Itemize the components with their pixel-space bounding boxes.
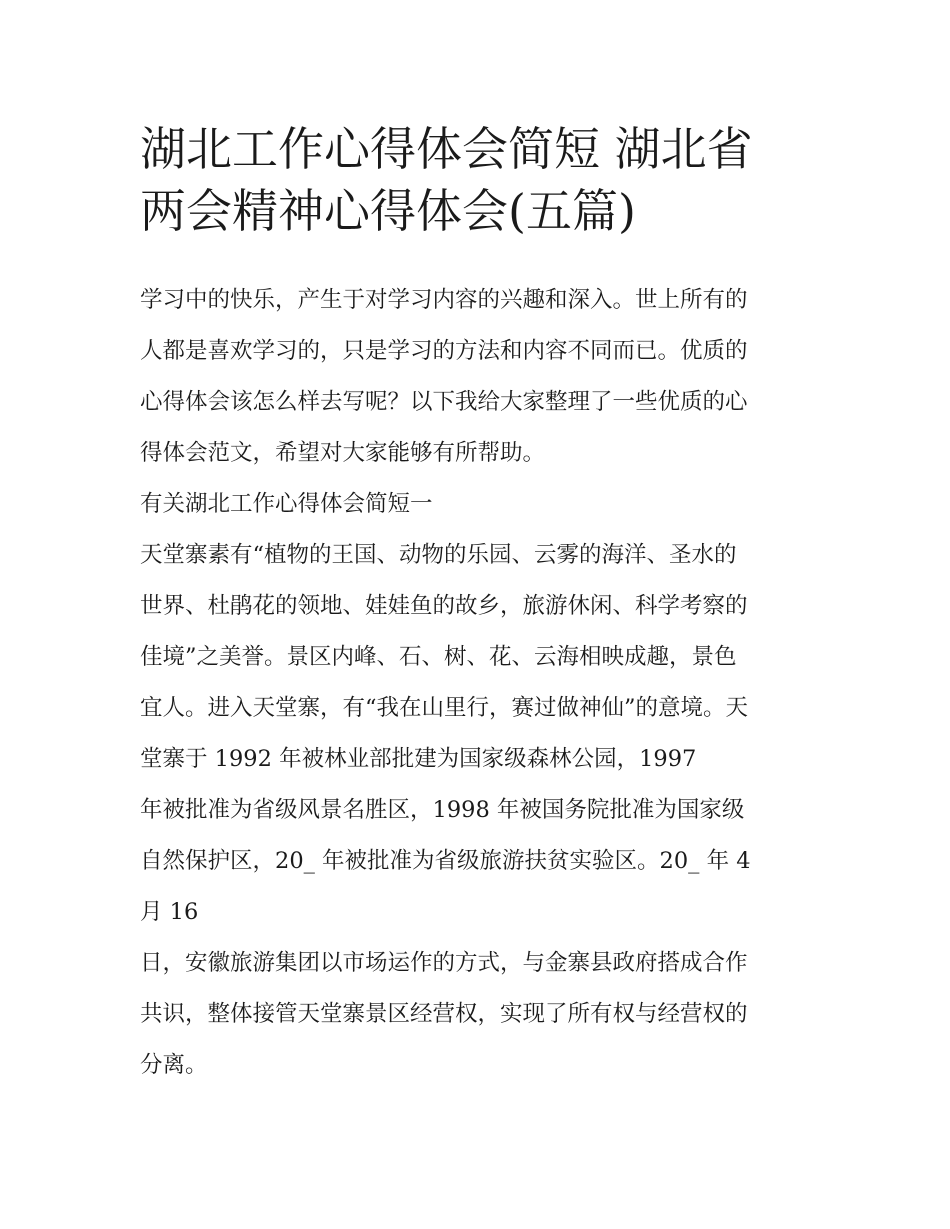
paragraph-line: 年被批准为省级风景名胜区，1998 年被国务院批准为国家级 bbox=[140, 797, 745, 823]
section-heading: 有关湖北工作心得体会简短一 bbox=[140, 491, 433, 517]
document-body bbox=[140, 280, 820, 1096]
paragraph-line: 宜人。进入天堂寨，有“我在山里行，赛过做神仙”的意境。天 bbox=[140, 695, 749, 721]
paragraph-line: 堂寨于 1992 年被林业部批建为国家级森林公园，1997 bbox=[140, 746, 697, 772]
paragraph-line: 日，安徽旅游集团以市场运作的方式，与金寨县政府搭成合作 bbox=[140, 950, 748, 976]
title-line-2: 两会精神心得体会(五篇) bbox=[140, 184, 636, 238]
paragraph-line: 自然保护区，20_ 年被批准为省级旅游扶贫实验区。20_ 年 4 bbox=[140, 848, 751, 874]
paragraph-line: 分离。 bbox=[140, 1052, 208, 1078]
document-title bbox=[140, 118, 820, 242]
paragraph-line: 月 16 bbox=[140, 899, 199, 925]
paragraph-line: 世界、杜鹃花的领地、娃娃鱼的故乡，旅游休闲、科学考察的 bbox=[140, 593, 748, 619]
paragraph-line: 共识，整体接管天堂寨景区经营权，实现了所有权与经营权的 bbox=[140, 1001, 748, 1027]
paragraph-line: 佳境”之美誉。景区内峰、石、树、花、云海相映成趣，景色 bbox=[140, 644, 737, 670]
paragraph-line: 人都是喜欢学习的，只是学习的方法和内容不同而已。优质的 bbox=[140, 338, 748, 364]
paragraph-line: 学习中的快乐，产生于对学习内容的兴趣和深入。世上所有的 bbox=[140, 287, 748, 313]
paragraph-line: 得体会范文，希望对大家能够有所帮助。 bbox=[140, 440, 546, 466]
title-line-1: 湖北工作心得体会简短 湖北省 bbox=[140, 122, 753, 176]
paragraph-line: 心得体会该怎么样去写呢？以下我给大家整理了一些优质的心 bbox=[140, 389, 748, 415]
paragraph-line: 天堂寨素有“植物的王国、动物的乐园、云雾的海洋、圣水的 bbox=[140, 542, 737, 568]
